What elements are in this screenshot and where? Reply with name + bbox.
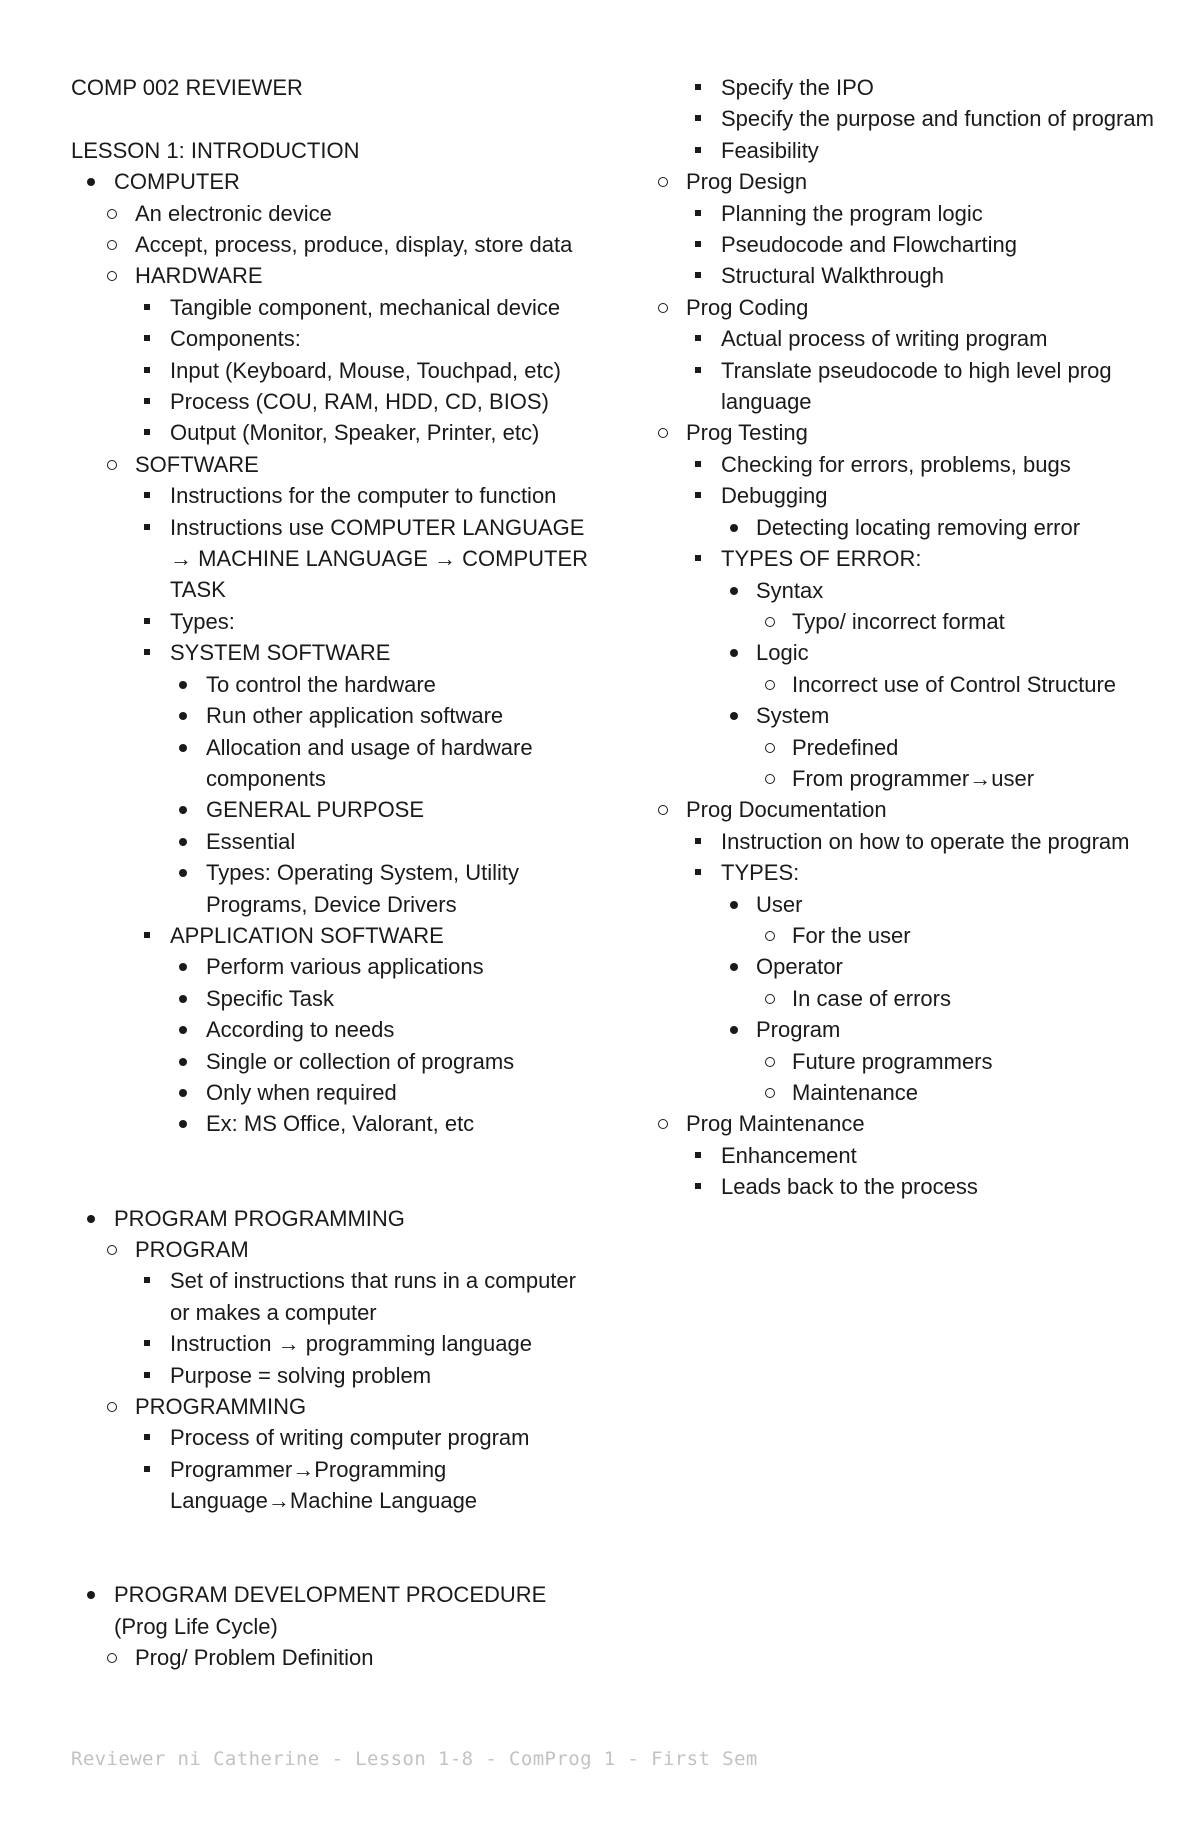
outline-item-text: Program [756,1017,841,1043]
outline-item-level-3 [657,480,1157,511]
bullet-disc-icon [730,712,738,720]
outline-item-text: Output (Monitor, Speaker, Printer, etc) [170,420,540,446]
bullet-disc-icon [179,681,187,689]
outline-item-text: Debugging [721,483,828,509]
outline-item-level-3 [71,920,601,951]
outline-item-level-4 [657,700,1157,731]
bullet-disc-icon [179,1120,187,1128]
bullet-square-icon [695,335,701,341]
bullet-square-icon [144,1434,150,1440]
outline-item-level-3 [657,135,1157,166]
outline-item-text: Types: [170,608,235,634]
outline-item-text: Structural Walkthrough [721,263,944,289]
outline-item-level-5 [657,606,1157,637]
outline-item-level-4 [657,512,1157,543]
outline-item-text: Prog Maintenance [686,1111,865,1137]
outline-item-text: PROGRAM [135,1237,249,1262]
outline-item-level-3 [657,826,1157,857]
outline-item-text: Process (COU, RAM, HDD, CD, BIOS) [170,389,549,415]
outline-item-level-3 [71,1454,601,1517]
outline-item-level-3 [657,72,1157,103]
bullet-disc-icon [730,524,738,532]
bullet-square-icon [695,869,701,875]
outline-item-text: Detecting locating removing error [756,514,1081,540]
outline-item-level-4 [657,889,1157,920]
outline-left [71,166,601,1673]
outline-item-text: Specify the purpose and function of program [721,106,1154,132]
outline-item-level-4 [657,1014,1157,1045]
outline-item-text: Specific Task [206,985,334,1011]
outline-item-level-3 [657,857,1157,888]
outline-item-text: Instructions use COMPUTER LANGUAGE → MACHINE LANGUAGE → COMPUTER TASK [170,514,589,603]
lesson-heading: LESSON 1: INTRODUCTION [71,137,360,163]
bullet-disc-icon [87,1591,95,1599]
outline-item-text: Input (Keyboard, Mouse, Touchpad, etc) [170,357,561,383]
bullet-square-icon [144,304,150,310]
bullet-disc-icon [179,712,187,720]
bullet-circle-icon [765,1088,775,1098]
outline-item-text: Maintenance [792,1080,918,1105]
outline-item-text: Predefined [792,734,899,760]
page-footer: Reviewer ni Catherine - Lesson 1-8 - ComProg 1 - First Sem [71,1748,758,1770]
outline-right [657,72,1157,1203]
outline-item-text: Perform various applications [206,954,484,980]
bullet-square-icon [695,84,701,90]
outline-item-text: Checking for errors, problems, bugs [721,451,1071,477]
outline-item-level-4 [71,700,601,731]
outline-item-text: Prog Coding [686,294,809,320]
outline-item-level-2 [71,198,601,229]
bullet-circle-icon [765,994,775,1004]
bullet-circle-icon [765,931,775,941]
bullet-disc-icon [179,1026,187,1034]
bullet-disc-icon [87,1215,95,1223]
bullet-disc-icon [87,178,95,186]
outline-item-level-4 [71,951,601,982]
bullet-square-icon [695,1152,701,1158]
right-column [657,72,1157,1203]
outline-item-text: Instructions for the computer to function [170,483,557,509]
outline-item-level-5 [657,763,1157,794]
outline-item-level-3 [71,386,601,417]
outline-item-level-3 [71,355,601,386]
bullet-circle-icon [107,460,117,470]
bullet-square-icon [695,838,701,844]
outline-item-text: Enhancement [721,1142,857,1168]
outline-item-level-2 [71,1642,601,1673]
outline-item-text: GENERAL PURPOSE [206,797,425,823]
outline-item-text: Process of writing computer program [170,1425,530,1451]
outline-item-level-2 [71,1234,601,1265]
bullet-square-icon [695,115,701,121]
outline-item-text: Specify the IPO [721,75,874,100]
outline-item-text: Purpose = solving problem [170,1362,432,1388]
bullet-disc-icon [179,869,187,877]
bullet-disc-icon [179,1058,187,1066]
outline-item-text: SYSTEM SOFTWARE [170,640,391,666]
bullet-square-icon [144,1277,150,1283]
outline-item-text: Logic [756,640,809,666]
bullet-circle-icon [107,1245,117,1255]
bullet-square-icon [695,147,701,153]
outline-item-level-4 [71,669,601,700]
outline-item-level-3 [71,512,601,606]
bullet-circle-icon [107,209,117,219]
bullet-circle-icon [658,303,668,313]
bullet-circle-icon [765,1057,775,1067]
bullet-circle-icon [765,743,775,753]
bullet-square-icon [144,335,150,341]
bullet-square-icon [144,1466,150,1472]
bullet-square-icon [144,1372,150,1378]
outline-item-level-3 [657,543,1157,574]
outline-item-level-3 [71,1422,601,1453]
outline-item-level-5 [657,1077,1157,1108]
outline-item-text: According to needs [206,1017,395,1043]
bullet-square-icon [144,618,150,624]
outline-item-text: PROGRAMMING [135,1394,307,1420]
outline-item-text: PROGRAM DEVELOPMENT PROCEDURE (Prog Life Cycle) [114,1582,547,1639]
outline-item-text: Essential [206,828,296,854]
outline-item-level-1 [71,1579,601,1642]
outline-item-text: Ex: MS Office, Valorant, etc [206,1111,475,1137]
bullet-square-icon [144,398,150,404]
outline-item-text: Tangible component, mechanical device [170,294,561,320]
bullet-circle-icon [765,774,775,784]
bullet-circle-icon [765,617,775,627]
outline-item-level-2 [657,1108,1157,1139]
bullet-square-icon [695,555,701,561]
outline-item-level-3 [71,1360,601,1391]
outline-item-level-3 [71,1265,601,1328]
outline-item-level-3 [657,198,1157,229]
outline-item-text: Translate pseudocode to high level prog language [721,357,1112,415]
outline-item-text: Components: [170,326,301,352]
outline-item-level-2 [657,292,1157,323]
outline-item-level-5 [657,920,1157,951]
outline-item-level-5 [657,983,1157,1014]
bullet-square-icon [144,1340,150,1346]
outline-item-level-3 [71,480,601,511]
outline-item-level-2 [71,229,601,260]
outline-item-text: APPLICATION SOFTWARE [170,922,444,948]
outline-item-text: Accept, process, produce, display, store data [135,232,573,258]
outline-item-level-5 [657,732,1157,763]
bullet-square-icon [695,492,701,498]
outline-item-text: Pseudocode and Flowcharting [721,232,1017,258]
bullet-square-icon [144,429,150,435]
outline-item-text: From programmer→user [792,765,1035,791]
outline-item-level-4 [71,794,601,825]
outline-item-text: An electronic device [135,200,332,226]
bullet-circle-icon [658,177,668,187]
outline-item-text: For the user [792,922,911,948]
bullet-disc-icon [730,963,738,971]
outline-item-text: Actual process of writing program [721,326,1048,352]
bullet-square-icon [695,210,701,216]
bullet-circle-icon [658,428,668,438]
outline-item-text: PROGRAM PROGRAMMING [114,1205,405,1231]
outline-item-level-4 [71,983,601,1014]
outline-item-text: Planning the program logic [721,200,983,226]
bullet-disc-icon [179,744,187,752]
outline-item-text: Instruction on how to operate the program [721,828,1130,854]
bullet-square-icon [695,1183,701,1189]
outline-item-level-2 [657,794,1157,825]
outline-item-level-2 [71,449,601,480]
outline-item-level-4 [657,637,1157,668]
outline-item-text: Allocation and usage of hardware components [206,734,533,791]
outline-item-level-3 [71,637,601,668]
left-column [71,72,601,1674]
outline-item-level-4 [71,732,601,795]
bullet-disc-icon [179,838,187,846]
outline-item-level-4 [71,1108,601,1139]
outline-item-level-3 [71,1328,601,1359]
bullet-square-icon [695,367,701,373]
outline-item-level-4 [71,1014,601,1045]
outline-item-level-3 [657,103,1157,134]
bullet-square-icon [695,272,701,278]
outline-item-text: Programmer→Programming Language→Machine Language [170,1456,478,1514]
outline-item-level-3 [657,449,1157,480]
bullet-circle-icon [107,1402,117,1412]
bullet-disc-icon [179,995,187,1003]
outline-item-text: Prog/ Problem Definition [135,1645,374,1671]
outline-item-text: Typo/ incorrect format [792,608,1005,634]
outline-item-text: Feasibility [721,137,819,163]
outline-item-text: Prog Design [686,169,808,195]
outline-item-text: System [756,703,830,729]
outline-item-text: Only when required [206,1079,397,1105]
bullet-disc-icon [179,806,187,814]
bullet-disc-icon [730,649,738,657]
outline-item-level-3 [657,260,1157,291]
outline-item-text: Single or collection of programs [206,1048,515,1074]
outline-item-level-2 [657,417,1157,448]
outline-item-level-2 [71,260,601,291]
section-gap [71,1140,601,1203]
outline-item-level-2 [71,1391,601,1422]
bullet-square-icon [695,241,701,247]
outline-item-text: Prog Documentation [686,797,887,823]
outline-item-level-4 [71,857,601,920]
bullet-square-icon [695,461,701,467]
outline-item-text: Future programmers [792,1048,993,1074]
bullet-disc-icon [179,963,187,971]
outline-item-level-5 [657,669,1157,700]
outline-item-text: Leads back to the process [721,1174,978,1200]
section-gap [71,1517,601,1580]
bullet-square-icon [144,524,150,530]
outline-item-level-3 [71,606,601,637]
outline-item-level-3 [657,1171,1157,1202]
bullet-circle-icon [107,271,117,281]
bullet-circle-icon [658,1119,668,1129]
outline-item-level-4 [657,951,1157,982]
outline-item-text: TYPES: [721,860,800,886]
outline-item-text: Prog Testing [686,420,808,446]
bullet-disc-icon [179,1089,187,1097]
outline-item-level-5 [657,1046,1157,1077]
outline-item-level-4 [71,826,601,857]
outline-item-level-2 [657,166,1157,197]
outline-item-level-3 [657,323,1157,354]
outline-item-text: Incorrect use of Control Structure [792,671,1117,697]
outline-item-text: In case of errors [792,985,951,1011]
bullet-circle-icon [765,680,775,690]
bullet-circle-icon [107,240,117,250]
outline-item-text: Set of instructions that runs in a computer or makes a computer [170,1268,576,1325]
outline-item-text: To control the hardware [206,671,436,697]
outline-item-level-3 [657,1140,1157,1171]
outline-item-level-4 [657,575,1157,606]
outline-item-text: Run other application software [206,703,504,729]
bullet-square-icon [144,492,150,498]
outline-item-text: Operator [756,954,843,980]
outline-item-level-1 [71,1203,601,1234]
bullet-square-icon [144,649,150,655]
bullet-square-icon [144,932,150,938]
outline-item-level-3 [71,417,601,448]
outline-item-text: Types: Operating System, Utility Programs, Device Drivers [206,860,519,917]
bullet-circle-icon [658,805,668,815]
bullet-disc-icon [730,1026,738,1034]
bullet-disc-icon [730,587,738,595]
outline-item-text: User [756,891,803,917]
outline-item-text: Instruction → programming language [170,1331,532,1357]
outline-item-text: HARDWARE [135,263,263,289]
outline-item-text: COMPUTER [114,169,240,195]
outline-item-level-4 [71,1046,601,1077]
outline-item-level-4 [71,1077,601,1108]
outline-item-text: Syntax [756,577,824,603]
bullet-circle-icon [107,1653,117,1663]
bullet-disc-icon [730,901,738,909]
outline-item-level-1 [71,166,601,197]
outline-item-level-3 [657,355,1157,418]
outline-item-level-3 [71,323,601,354]
outline-item-text: TYPES OF ERROR: [721,546,922,572]
bullet-square-icon [144,367,150,373]
outline-item-level-3 [657,229,1157,260]
outline-item-level-3 [71,292,601,323]
outline-item-text: SOFTWARE [135,451,259,477]
document-title: COMP 002 REVIEWER [71,75,303,100]
